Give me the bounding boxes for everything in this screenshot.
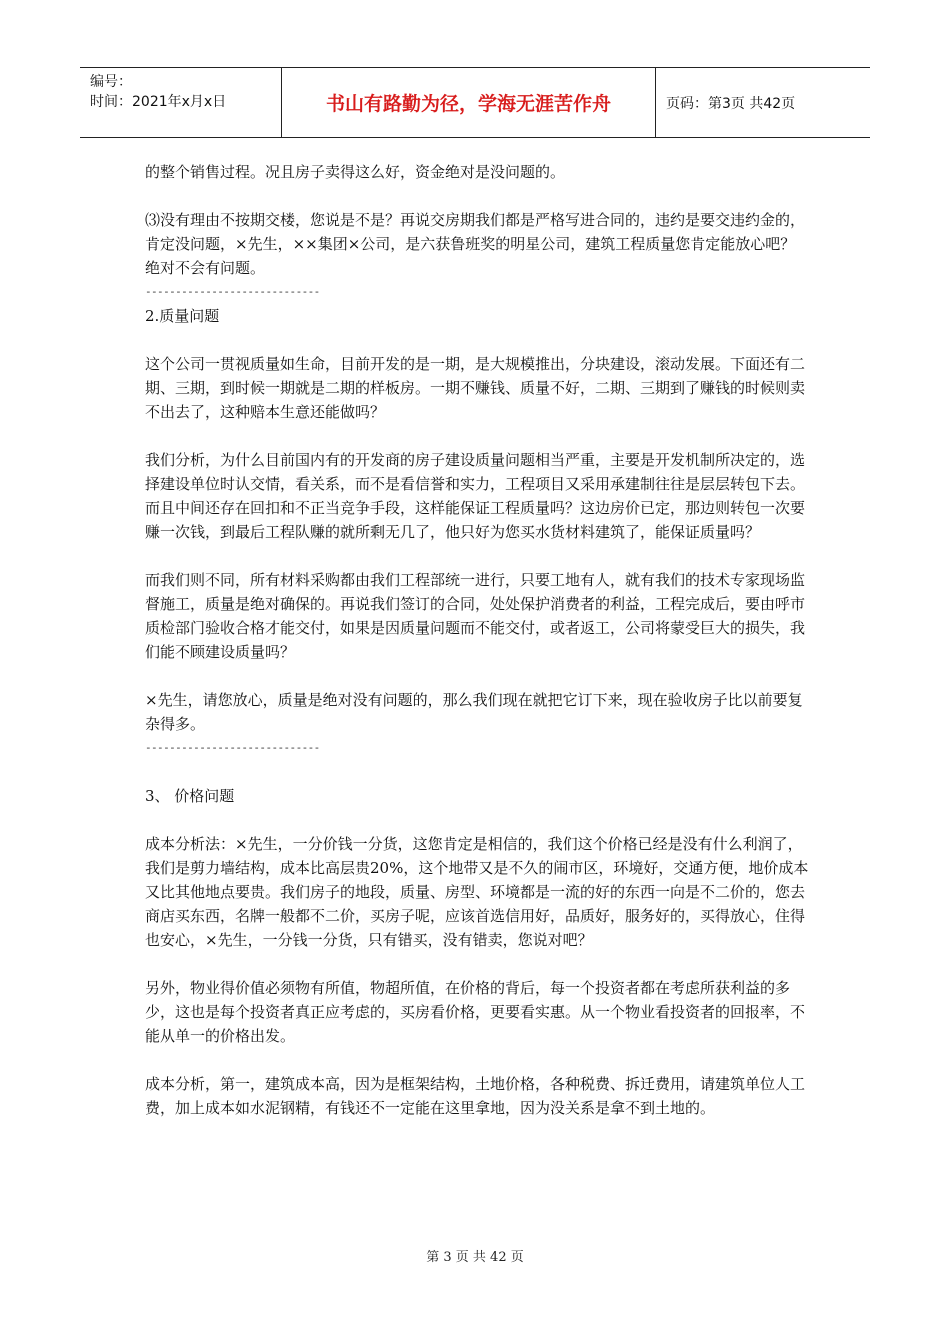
page-header — [80, 67, 870, 138]
number-label: 编号： — [90, 74, 132, 90]
footer-page-number: 第 3 页 共 42 页 — [426, 1250, 524, 1265]
header-left-cell — [80, 68, 282, 137]
paragraph: 我们分析，为什么目前国内有的开发商的房子建设质量问题相当严重，主要是开发机制所决定的，选择建设单位时认交情，看关系，而不是看信誉和实力，工程项目又采用承建制往往是层层转包下去。而且中间还存在回扣和不正当竞争手段，这样能保证工程质量吗？这边房价已定，那边则转包一次要赚一次钱，到最后工程队赚的就所剩无几了，他只好为您买水货材料建筑了，能保证质量吗？ — [145, 451, 806, 541]
paragraph: 的整个销售过程。况且房子卖得这么好，资金绝对是没问题的。 — [145, 163, 566, 181]
document-body — [145, 160, 810, 1120]
paragraph: 而我们则不同，所有材料采购都由我们工程部统一进行，只要工地有人，就有我们的技术专家现场监督施工，质量是绝对确保的。再说我们签订的合同，处处保护消费者的利益，工程完成后，要由呼市质检部门验收合格才能交付，如果是因质量问题而不能交付，或者返工，公司将蒙受巨大的损失，我们能不顾建设质量吗？ — [145, 571, 806, 661]
section-heading: 2.质量问题 — [145, 307, 220, 325]
paragraph: ⑶没有理由不按期交楼，您说是不是？再说交房期我们都是严格写进合同的，违约是要交违约金的，肯定没问题，×先生，××集团×公司，是六获鲁班奖的明星公司，建筑工程质量您肯定能放心吧？绝对不会有问题。 — [145, 211, 806, 277]
paragraph: ×先生，请您放心，质量是绝对没有问题的，那么我们现在就把它订下来，现在验收房子比以前要复杂得多。 — [145, 691, 803, 733]
paragraph: 另外，物业得价值必须物有所值，物超所值，在价格的背后，每一个投资者都在考虑所获利益的多少，这也是每个投资者真正应考虑的，买房看价格，更要看实惠。从一个物业看投资者的回报率，不能从单一的价格出发。 — [145, 979, 806, 1045]
paragraph: 成本分析法：×先生，一分价钱一分货，这您肯定是相信的，我们这个价格已经是没有什么利润了，我们是剪力墙结构，成本比高层贵20%，这个地带又是不久的闹市区，环境好，交通方便，地价成本又比其他地点要贵。我们房子的地段，质量、房型、环境都是一流的好的东西一向是不二价的，您去商店买东西，名牌一般都不二价，买房子呢，应该首选信用好，品质好，服务好的，买得放心，住得也安心，×先生，一分钱一分货，只有错买，没有错卖，您说对吧？ — [145, 835, 809, 949]
section-heading: 3、 价格问题 — [145, 787, 235, 805]
header-motto-cell — [282, 68, 656, 137]
separator-line: ----------------------------- — [145, 741, 320, 754]
paragraph: 成本分析，第一，建筑成本高，因为是框架结构，土地价格，各种税费、拆迁费用，请建筑单位人工费，加上成本如水泥钢精，有钱还不一定能在这里拿地，因为没关系是拿不到土地的。 — [145, 1075, 806, 1117]
time-label: 时间：2021年x月x日 — [90, 94, 227, 110]
separator-line: ----------------------------- — [145, 285, 320, 298]
motto-text: 书山有路勤为径，学海无涯苦作舟 — [325, 93, 611, 115]
page-info: 页码：第3页 共42页 — [666, 95, 796, 112]
page-footer — [0, 1246, 950, 1265]
paragraph: 这个公司一贯视质量如生命，目前开发的是一期，是大规模推出，分块建设，滚动发展。下面还有二期、三期，到时候一期就是二期的样板房。一期不赚钱、质量不好，二期、三期到了赚钱的时候则卖不出去了，这种赔本生意还能做吗？ — [145, 355, 806, 421]
header-right-cell — [656, 68, 870, 137]
